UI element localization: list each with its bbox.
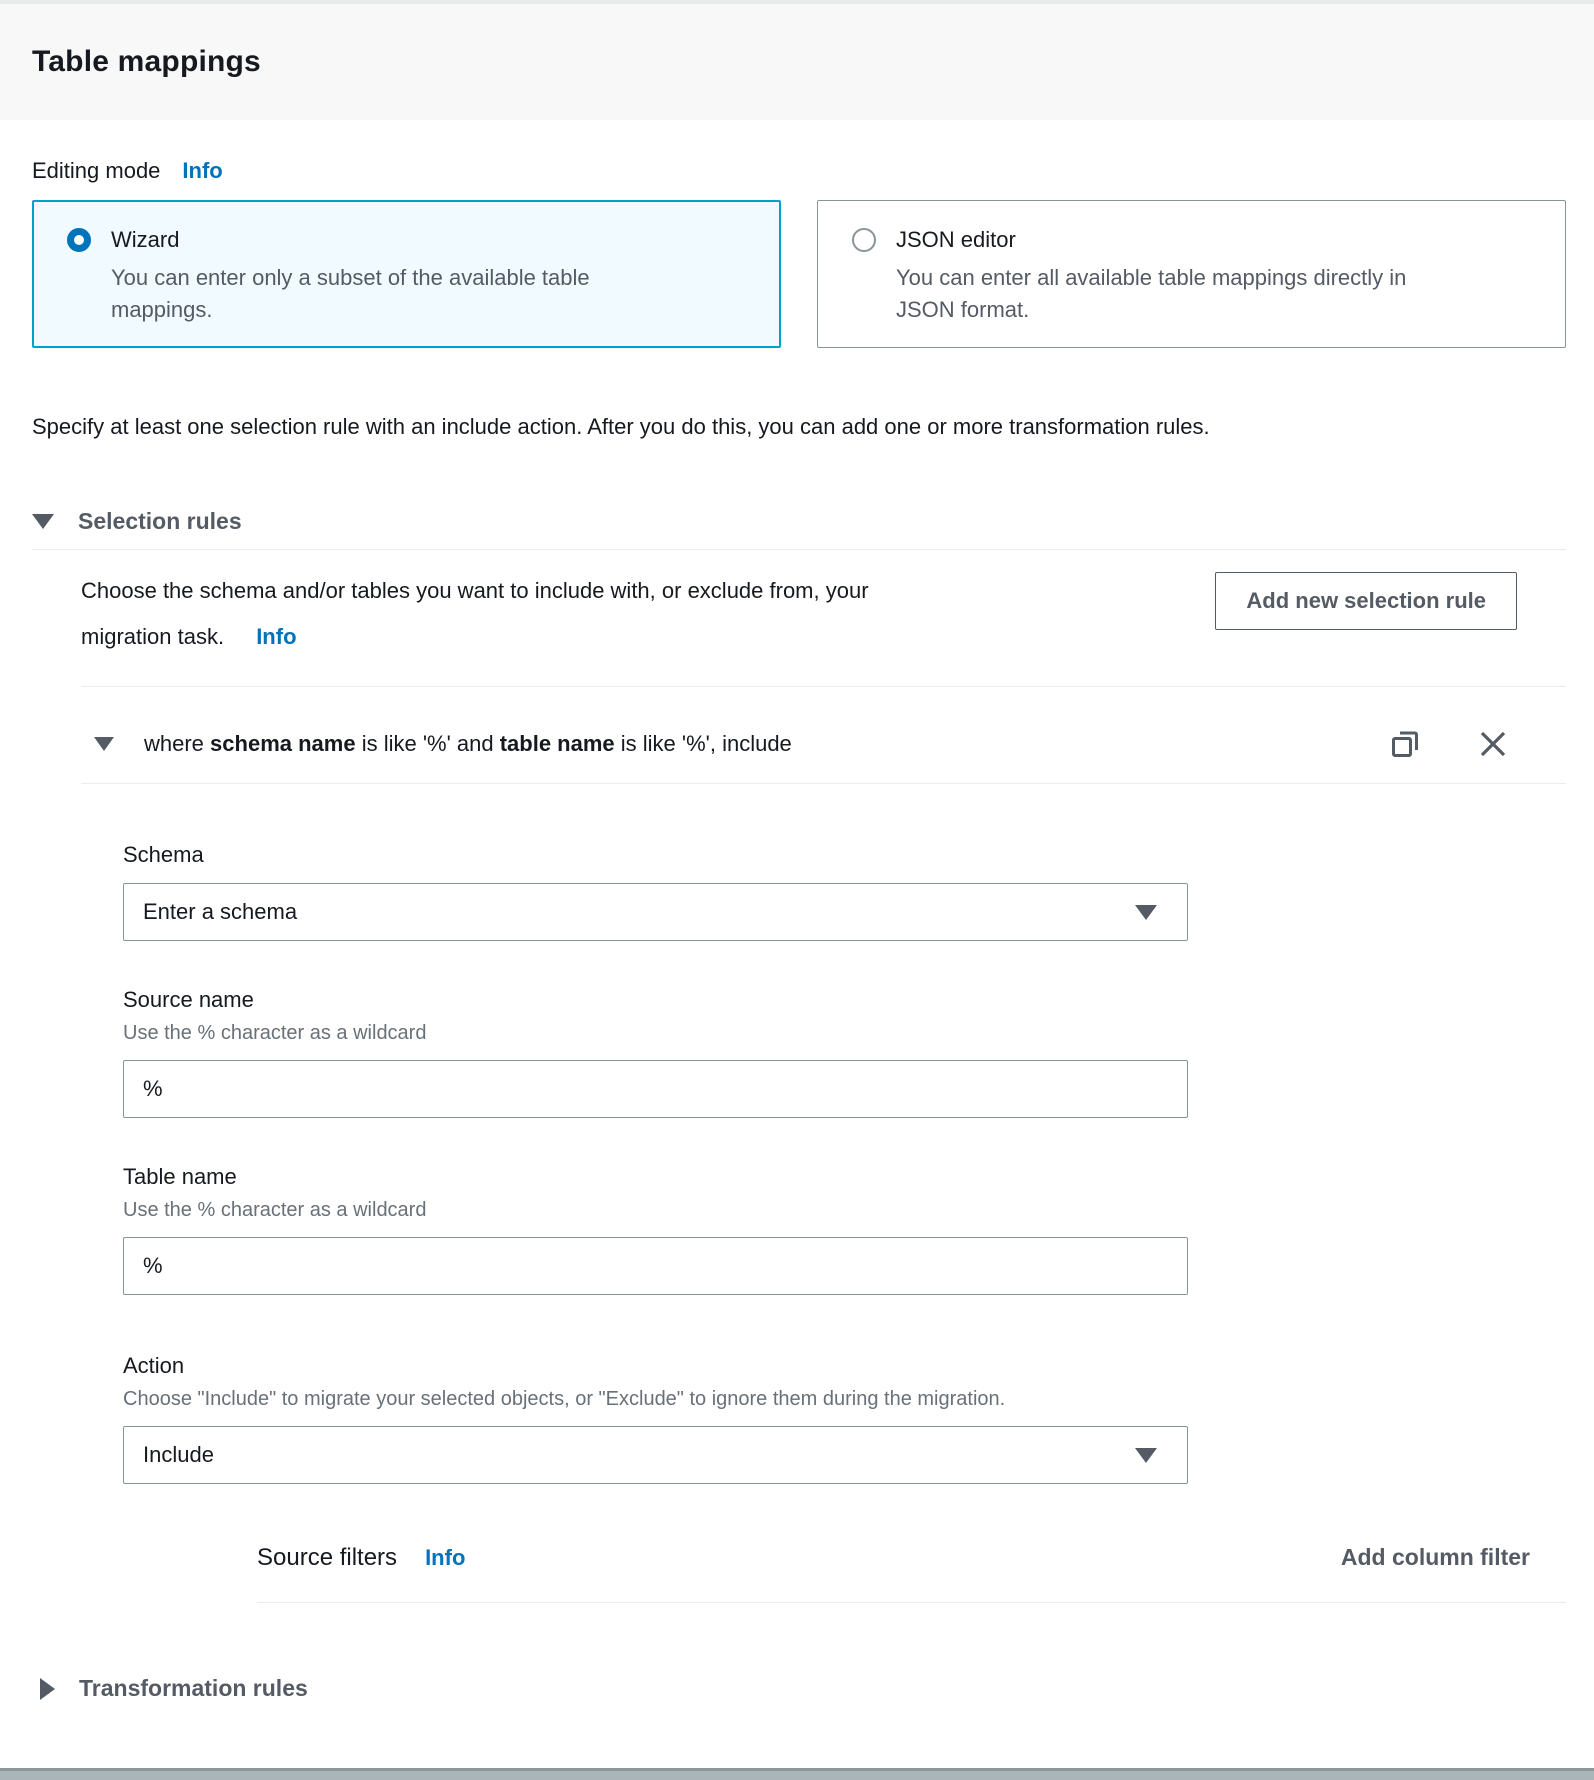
wizard-label: Wizard <box>111 227 180 252</box>
editing-mode-label: Editing mode <box>32 158 161 183</box>
json-editor-radio[interactable] <box>852 228 876 252</box>
selection-rules-toggle[interactable] <box>32 508 1566 535</box>
transformation-rules-toggle[interactable] <box>40 1675 1566 1702</box>
json-editor-label: JSON editor <box>896 227 1016 252</box>
source-name-helper: Use the % character as a wildcard <box>123 1022 427 1044</box>
divider <box>257 1602 1566 1603</box>
action-select[interactable] <box>123 1426 1188 1484</box>
wizard-card-head <box>67 227 752 253</box>
editing-mode-info-link[interactable]: Info <box>182 158 223 183</box>
table-name-input[interactable] <box>123 1237 1188 1295</box>
rule-expander chevron-down-icon[interactable] <box>94 737 114 751</box>
add-column-filter-button[interactable]: Add column filter <box>1340 1544 1530 1570</box>
wizard-radio[interactable] <box>67 228 91 252</box>
bottom-scrollbar-track[interactable] <box>0 1768 1594 1780</box>
rule-summary <box>144 731 792 757</box>
editing-mode-row <box>32 158 1566 184</box>
intro-text: Specify at least one selection rule with an include action. After you do this, you can add one or more transformation rules. <box>32 414 1210 439</box>
divider <box>32 549 1566 550</box>
json-editor-description: You can enter all available table mappings directly in JSON format. <box>896 265 1407 322</box>
duplicate-rule-button[interactable] <box>1390 729 1420 759</box>
table-name-label: Table name <box>123 1164 237 1189</box>
action-field-group <box>123 1353 1566 1484</box>
json-editor-card-head <box>852 227 1537 253</box>
source-name-input[interactable] <box>123 1060 1188 1118</box>
rule-summary-middle: is like '%' and <box>355 731 500 756</box>
source-filters-info-link[interactable]: Info <box>425 1545 466 1570</box>
schema-select-value: Enter a schema <box>143 899 298 924</box>
selection-rule-row <box>32 729 1566 759</box>
content <box>0 158 1594 1702</box>
rule-summary-schema-field: schema name <box>210 731 356 756</box>
schema-select[interactable] <box>123 883 1188 941</box>
transformation-rules-title: Transformation rules <box>79 1675 308 1701</box>
add-selection-rule-button[interactable]: Add new selection rule <box>1215 572 1517 630</box>
selection-rules-info-link[interactable]: Info <box>256 624 297 649</box>
source-name-field-group <box>123 987 1566 1118</box>
close-icon <box>1478 729 1508 759</box>
remove-rule-button[interactable] <box>1478 729 1508 759</box>
schema-label: Schema <box>123 842 204 867</box>
source-filters-title: Source filters <box>257 1544 398 1571</box>
table-name-helper: Use the % character as a wildcard <box>123 1199 427 1221</box>
action-select-value: Include <box>143 1442 214 1467</box>
caret-down-icon <box>1135 905 1157 920</box>
rule-summary-suffix: is like '%', include <box>614 731 792 756</box>
wizard-description: You can enter only a subset of the available table mappings. <box>111 265 590 322</box>
source-name-label: Source name <box>123 987 254 1012</box>
table-name-field-group <box>123 1164 1566 1295</box>
rule-actions <box>1390 729 1508 759</box>
divider <box>81 686 1566 687</box>
rule-summary-prefix: where <box>144 731 211 756</box>
rule-summary-table-field: table name <box>499 731 615 756</box>
selection-rules-description <box>81 568 961 660</box>
editing-mode-option-json-editor[interactable] <box>817 200 1566 348</box>
editing-mode-option-wizard[interactable] <box>32 200 781 348</box>
selection-rules-description-text: Choose the schema and/or tables you want to include with, or exclude from, your migration task. <box>81 578 869 649</box>
action-helper: Choose "Include" to migrate your selected objects, or "Exclude" to ignore them during the migration. <box>123 1388 1006 1410</box>
editing-mode-cards <box>32 200 1566 348</box>
caret-down-icon <box>1135 1448 1157 1463</box>
divider <box>81 783 1566 784</box>
copy-icon <box>1390 729 1420 759</box>
page-header <box>0 4 1594 120</box>
selection-rules-header-row <box>32 568 1566 660</box>
page-title: Table mappings <box>32 45 261 78</box>
action-label: Action <box>123 1353 185 1378</box>
selection-rules-title: Selection rules <box>78 508 242 534</box>
selection-rule-form <box>123 842 1566 1603</box>
chevron-right-icon <box>40 1678 55 1700</box>
source-filters-row <box>257 1544 1566 1572</box>
chevron-down-icon <box>32 514 54 529</box>
schema-field-group <box>123 842 1566 941</box>
